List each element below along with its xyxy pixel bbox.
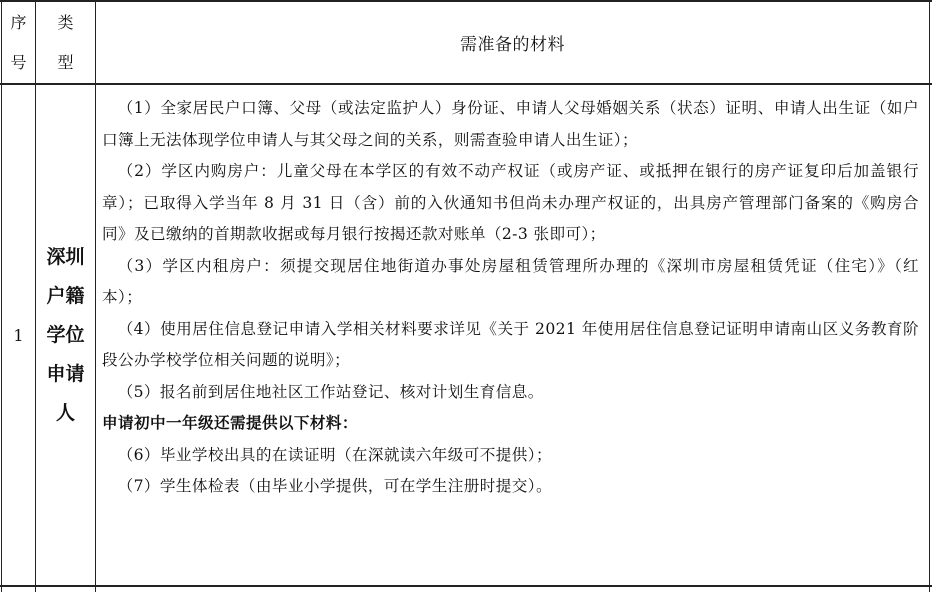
- header-type-line1: 类: [57, 12, 74, 32]
- header-type: [36, 2, 95, 83]
- header-seq-line2: 号: [10, 52, 27, 72]
- row-seq: [2, 85, 35, 585]
- row-type-line: 学位: [46, 323, 85, 346]
- junior-high-subheading: 申请初中一年级还需提供以下材料：: [102, 414, 358, 432]
- table-border-right: [929, 0, 930, 592]
- header-materials: [96, 2, 929, 83]
- material-item-2: （2）学区内购房户：儿童父母在本学区的有效不动产权证（或房产证、或抵押在银行的房产证复印后加盖银行章）；已取得入学当年 8 月 31 日（含）前的入伙通知书但尚未办理产权证的，出具房产管理部门备案的《购房合同》及已缴纳的首期款收据或每月银行按揭还款对账单（2-3 张即可）；: [102, 162, 919, 243]
- row-type-line: 户籍: [46, 284, 85, 307]
- row-type: [36, 85, 95, 585]
- header-seq: [2, 2, 35, 83]
- row-type-line: 申请: [46, 362, 85, 385]
- header-seq-line1: 序: [10, 12, 27, 32]
- material-item-7: （7）学生体检表（由毕业小学提供，可在学生注册时提交）。: [117, 477, 552, 495]
- material-item-6: （6）毕业学校出具的在读证明（在深就读六年级可不提供）；: [117, 445, 552, 464]
- row-divider: [0, 585, 932, 587]
- row-type-line: 人: [55, 401, 75, 424]
- header-type-line2: 型: [57, 52, 74, 72]
- material-item-3: （3）学区内租房户：须提交现居住地街道办事处房屋租赁管理所办理的《深圳市房屋租赁凭证（住宅）》（红本）；: [102, 256, 919, 306]
- header-materials-label: 需准备的材料: [460, 35, 565, 55]
- row-seq-value: 1: [13, 325, 24, 345]
- material-item-1: （1）全家居民户口簿、父母（或法定监护人）身份证、申请人父母婚姻关系（状态）证明、申请人出生证（如户口簿上无法体现学位申请人与其父母之间的关系，则需查验申请人出生证）；: [102, 99, 919, 149]
- material-item-4: （4）使用居住信息登记申请入学相关材料要求详见《关于 2021 年使用居住信息登记证明申请南山区义务教育阶段公办学校学位相关问题的说明》；: [102, 319, 919, 369]
- materials-content: [96, 85, 929, 585]
- material-item-5: （5）报名前到居住地社区工作站登记、核对计划生育信息。: [117, 382, 544, 401]
- row-type-line: 深圳: [46, 245, 85, 268]
